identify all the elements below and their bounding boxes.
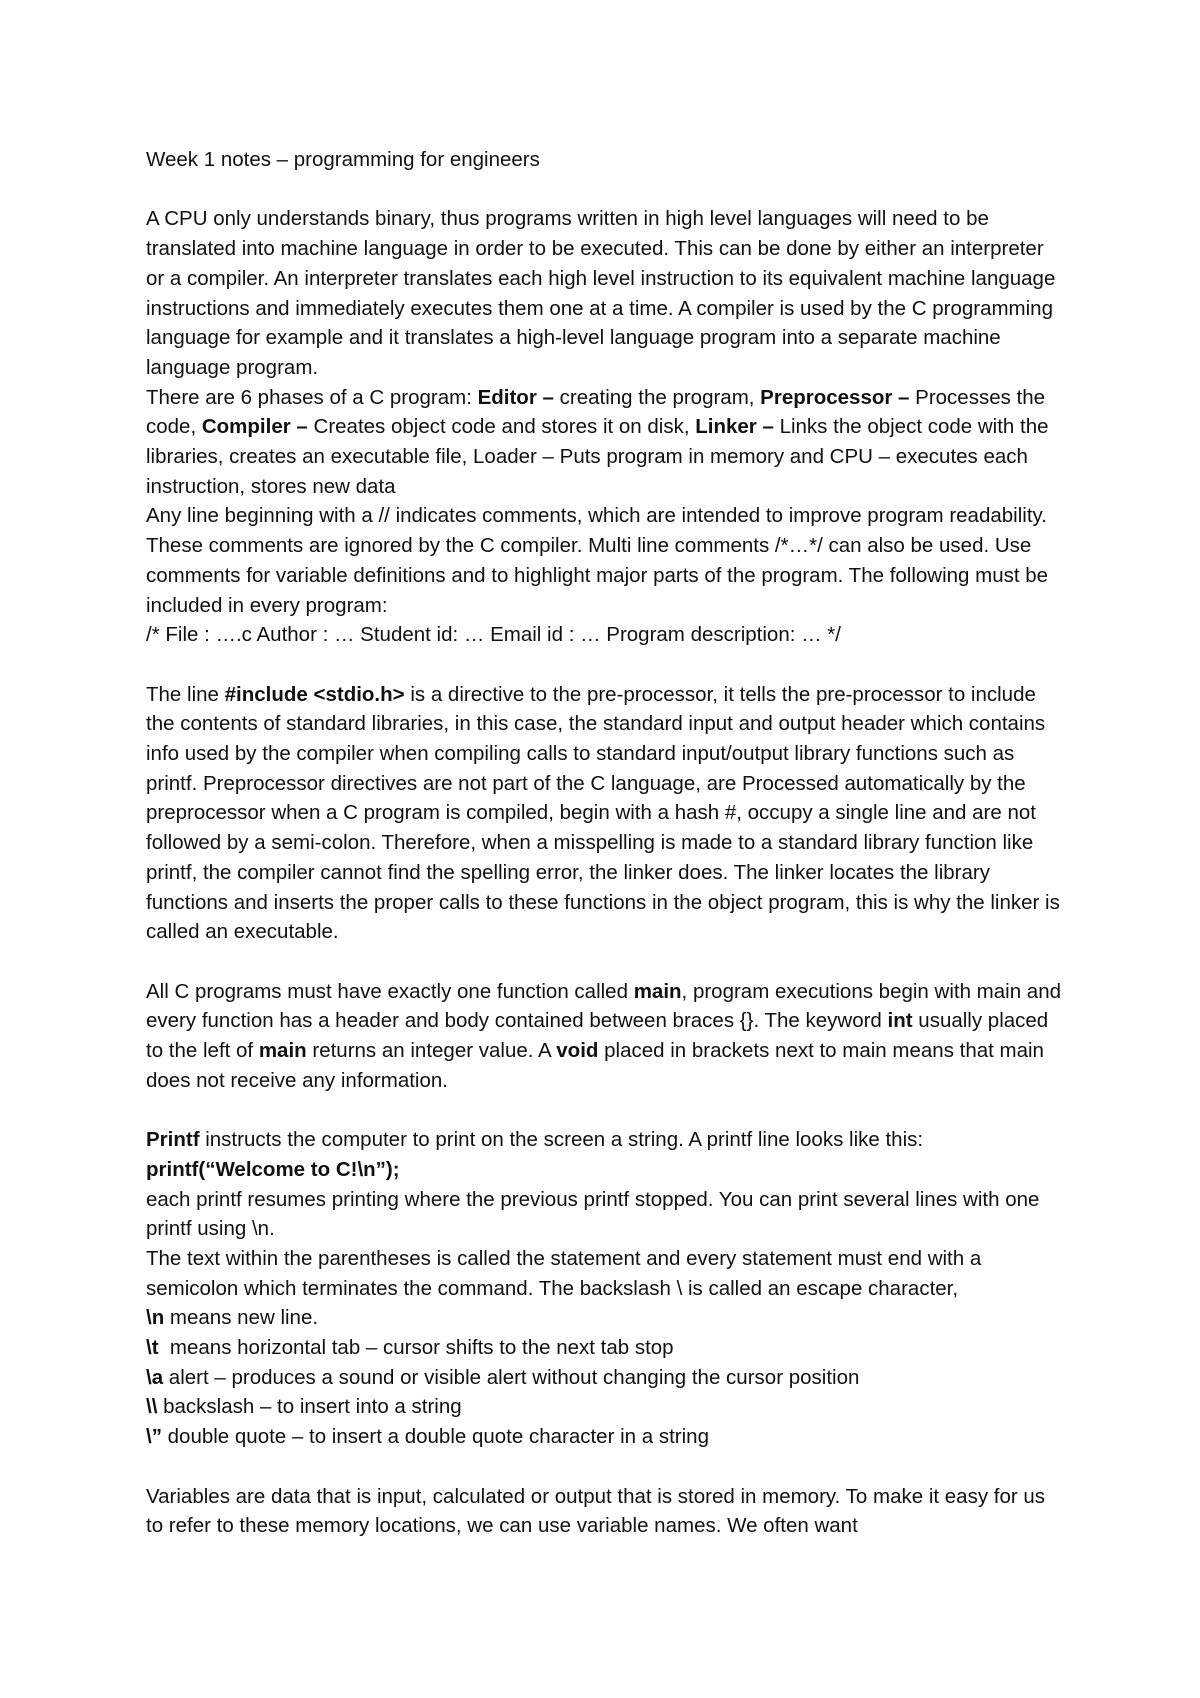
escape-item xyxy=(146,1303,1066,1333)
escape-desc: double quote – to insert a double quote character in a string xyxy=(161,1425,709,1449)
phase-compiler: Compiler – xyxy=(201,415,308,439)
paragraph-variables: Variables are data that is input, calculated or output that is stored in memory. To make it easy for us to refer to these memory locations, we can use variable names. We often want xyxy=(146,1484,1046,1538)
escape-desc: alert – produces a sound or visible alert without changing the cursor position xyxy=(163,1365,860,1389)
phases-intro: There are 6 phases of a C program: xyxy=(146,385,478,409)
escape-desc: means horizontal tab – cursor shifts to the next tab stop xyxy=(158,1336,674,1360)
phase-linker: Linker – xyxy=(695,415,774,439)
spacer xyxy=(146,650,1066,680)
escape-desc: backslash – to insert into a string xyxy=(157,1395,462,1419)
phase-preprocessor: Preprocessor – xyxy=(760,385,910,409)
printf-description: instructs the computer to print on the screen a string. A printf line looks like this: xyxy=(199,1128,924,1152)
paragraph-cpu-binary: A CPU only understands binary, thus programs written in high level languages will need to be translated into machine language in order to be executed. This can be done by either an interpreter or a compiler. An interpreter translates each high level instruction to its equivalent machine language instructions and immediately executes them one at a time. A compiler is used by the C programming language for example and it translates a high-level language program into a separate machine language program. xyxy=(146,207,1056,379)
document-body xyxy=(146,145,1066,1541)
escape-code: \a xyxy=(146,1365,164,1389)
keyword-main: main xyxy=(258,1039,307,1063)
main-text-e: placed in brackets next to main means that main does not receive any information. xyxy=(146,1039,1044,1092)
include-directive: #include <stdio.h> xyxy=(224,682,405,706)
main-text-c: usually placed to the left of xyxy=(146,1009,1049,1063)
paragraph-include xyxy=(146,680,1066,947)
phase-editor-desc: creating the program, xyxy=(553,385,761,409)
printf-example-code: printf(“Welcome to C!\n”); xyxy=(146,1157,400,1181)
code-printf-example xyxy=(146,1155,1066,1185)
keyword-printf: Printf xyxy=(146,1128,200,1152)
escape-code: \n xyxy=(146,1306,165,1330)
paragraph-phases xyxy=(146,383,1066,502)
escape-item xyxy=(146,1363,1066,1393)
paragraph-header-template: /* File : ….c Author : … Student id: … Email id : … Program description: … */ xyxy=(146,623,841,647)
include-pre: The line xyxy=(146,682,225,706)
main-text-a: All C programs must have exactly one function called xyxy=(146,979,634,1003)
phase-compiler-desc: Creates object code and stores it on disk, xyxy=(307,415,696,439)
phase-editor: Editor – xyxy=(477,385,554,409)
spacer xyxy=(146,175,1066,205)
paragraph-main-function xyxy=(146,977,1066,1096)
keyword-main: main xyxy=(633,979,682,1003)
escape-item xyxy=(146,1422,1066,1452)
include-post: is a directive to the pre-processor, it tells the pre-processor to include the contents of standard libraries, in this case, the standard input and output header which contains info used by the compiler when compiling calls to standard input/output library functions such as printf. Preprocessor directives are not part of the C language, are Processed automatically by the preprocessor when a C program is compiled, begin with a hash #, occupy a single line and are not followed by a semi-colon. Therefore, when a misspelling is made to a standard library function like printf, the compiler cannot find the spelling error, the linker does. The linker locates the library functions and inserts the proper calls to these functions in the object program, this is why the linker is called an executable. xyxy=(146,682,1060,944)
keyword-void: void xyxy=(556,1039,599,1063)
keyword-int: int xyxy=(887,1009,913,1033)
phase-linker-desc: Links the object code with the libraries, creates an executable file, Loader – Puts program in memory and CPU – executes each instruction, stores new data xyxy=(146,415,1049,498)
escape-item xyxy=(146,1392,1066,1422)
document-title: Week 1 notes – programming for engineers xyxy=(146,148,540,171)
spacer xyxy=(146,1452,1066,1482)
escape-desc: means new line. xyxy=(164,1306,319,1330)
paragraph-printf-resume: each printf resumes printing where the previous printf stopped. You can print several lines with one printf using \n. xyxy=(146,1187,1040,1241)
paragraph-printf xyxy=(146,1125,1066,1155)
paragraph-comments: Any line beginning with a // indicates comments, which are intended to improve program readability. These comments are ignored by the C compiler. Multi line comments /*…*/ can also be used. Use comments for variable definitions and to highlight major parts of the program. The following must be included in every program: xyxy=(146,504,1049,617)
escape-item xyxy=(146,1333,1066,1363)
phase-preprocessor-desc: Processes the code, xyxy=(146,385,1046,439)
escape-code: \\ xyxy=(146,1395,158,1419)
escape-code: \” xyxy=(146,1425,162,1449)
spacer xyxy=(146,1095,1066,1125)
paragraph-statement: The text within the parentheses is called the statement and every statement must end with a semicolon which terminates the command. The backslash \ is called an escape character, xyxy=(146,1246,982,1300)
spacer xyxy=(146,947,1066,977)
main-text-d: returns an integer value. A xyxy=(306,1039,557,1063)
escape-code: \t xyxy=(146,1336,159,1360)
main-text-b: , program executions begin with main and every function has a header and body contained between braces {}. The keyword xyxy=(146,979,1062,1033)
